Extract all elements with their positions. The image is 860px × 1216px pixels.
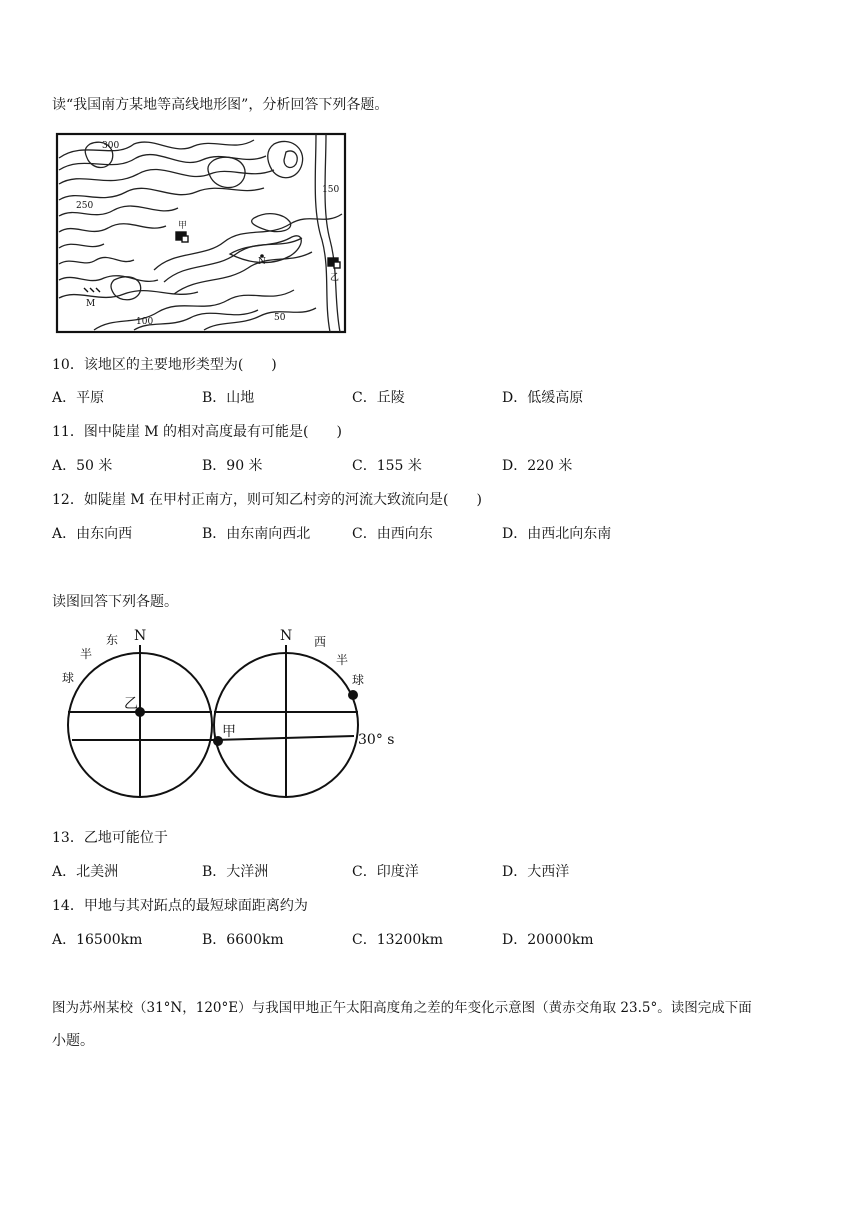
question-12-stem: 12．如陡崖 M 在甲村正南方，则可知乙村旁的河流大致流向是( ) xyxy=(52,492,482,508)
q13-option-c[interactable]: C．印度洋 xyxy=(352,864,419,880)
intro-topo-map: 读“我国南方某地等高线地形图”，分析回答下列各题。 xyxy=(52,97,389,113)
hemisphere-label-west-3: 球 xyxy=(352,673,365,687)
q11-option-b[interactable]: B．90 米 xyxy=(202,458,263,474)
q10-option-a[interactable]: A．平原 xyxy=(52,390,105,406)
point-label-n: N xyxy=(258,257,266,267)
q12-option-c[interactable]: C．由西向东 xyxy=(352,526,433,542)
q14-option-a[interactable]: A．16500km xyxy=(52,932,143,948)
contour-label-50: 50 xyxy=(274,313,286,323)
contour-label-150: 150 xyxy=(322,185,340,195)
village-label-yi: 乙 xyxy=(330,273,340,283)
q12-option-d[interactable]: D．由西北向东南 xyxy=(502,526,612,542)
q13-option-b[interactable]: B．大洋洲 xyxy=(202,864,269,880)
q10-option-b[interactable]: B．山地 xyxy=(202,390,255,406)
q14-option-d[interactable]: D．20000km xyxy=(502,932,594,948)
hemisphere-figure xyxy=(52,622,412,810)
intro-sun-angle-figure-line-2: 小题。 xyxy=(52,1033,94,1049)
intro-sun-angle-figure-line-1: 图为苏州某校（31°N，120°E）与我国甲地正午太阳高度角之差的年变化示意图（黄赤交角取 23.5°。读图完成下面 xyxy=(52,1000,752,1016)
north-label-left: N xyxy=(134,628,147,644)
intro-hemisphere-figure: 读图回答下列各题。 xyxy=(52,594,178,610)
question-11-stem: 11．图中陡崖 M 的相对高度最有可能是( ) xyxy=(52,424,342,440)
north-label-right: N xyxy=(280,628,293,644)
q10-option-c[interactable]: C．丘陵 xyxy=(352,390,405,406)
hemisphere-label-east-1: 半 xyxy=(80,647,93,661)
cliff-label-m: M xyxy=(86,299,96,309)
question-13-stem: 13．乙地可能位于 xyxy=(52,830,168,846)
contour-label-100: 100 xyxy=(136,317,154,327)
q12-option-b[interactable]: B．由东南向西北 xyxy=(202,526,311,542)
point-label-jia: 甲 xyxy=(222,724,236,740)
contour-label-300: 300 xyxy=(102,141,120,151)
q12-option-a[interactable]: A．由东向西 xyxy=(52,526,133,542)
q14-option-c[interactable]: C．13200km xyxy=(352,932,444,948)
q13-option-a[interactable]: A．北美洲 xyxy=(52,864,119,880)
latitude-label: 30° s xyxy=(358,732,395,748)
q11-option-c[interactable]: C．155 米 xyxy=(352,458,422,474)
q14-option-b[interactable]: B．6600km xyxy=(202,932,284,948)
point-label-yi: 乙 xyxy=(124,696,138,712)
q10-option-d[interactable]: D．低缓高原 xyxy=(502,390,584,406)
q11-option-a[interactable]: A．50 米 xyxy=(52,458,113,474)
hemisphere-label-east-3: 球 xyxy=(62,671,75,685)
hemisphere-label-west-1: 西 xyxy=(314,635,327,649)
question-14-stem: 14．甲地与其对跖点的最短球面距离约为 xyxy=(52,898,308,914)
hemisphere-label-west-2: 半 xyxy=(336,653,349,667)
village-label-jia: 甲 xyxy=(178,221,188,231)
hemisphere-label-east-2: 东 xyxy=(106,633,119,647)
question-10-stem: 10．该地区的主要地形类型为( ) xyxy=(52,357,277,373)
q13-option-d[interactable]: D．大西洋 xyxy=(502,864,570,880)
contour-label-250: 250 xyxy=(76,201,94,211)
q11-option-d[interactable]: D．220 米 xyxy=(502,458,573,474)
contour-map-figure xyxy=(54,130,348,336)
